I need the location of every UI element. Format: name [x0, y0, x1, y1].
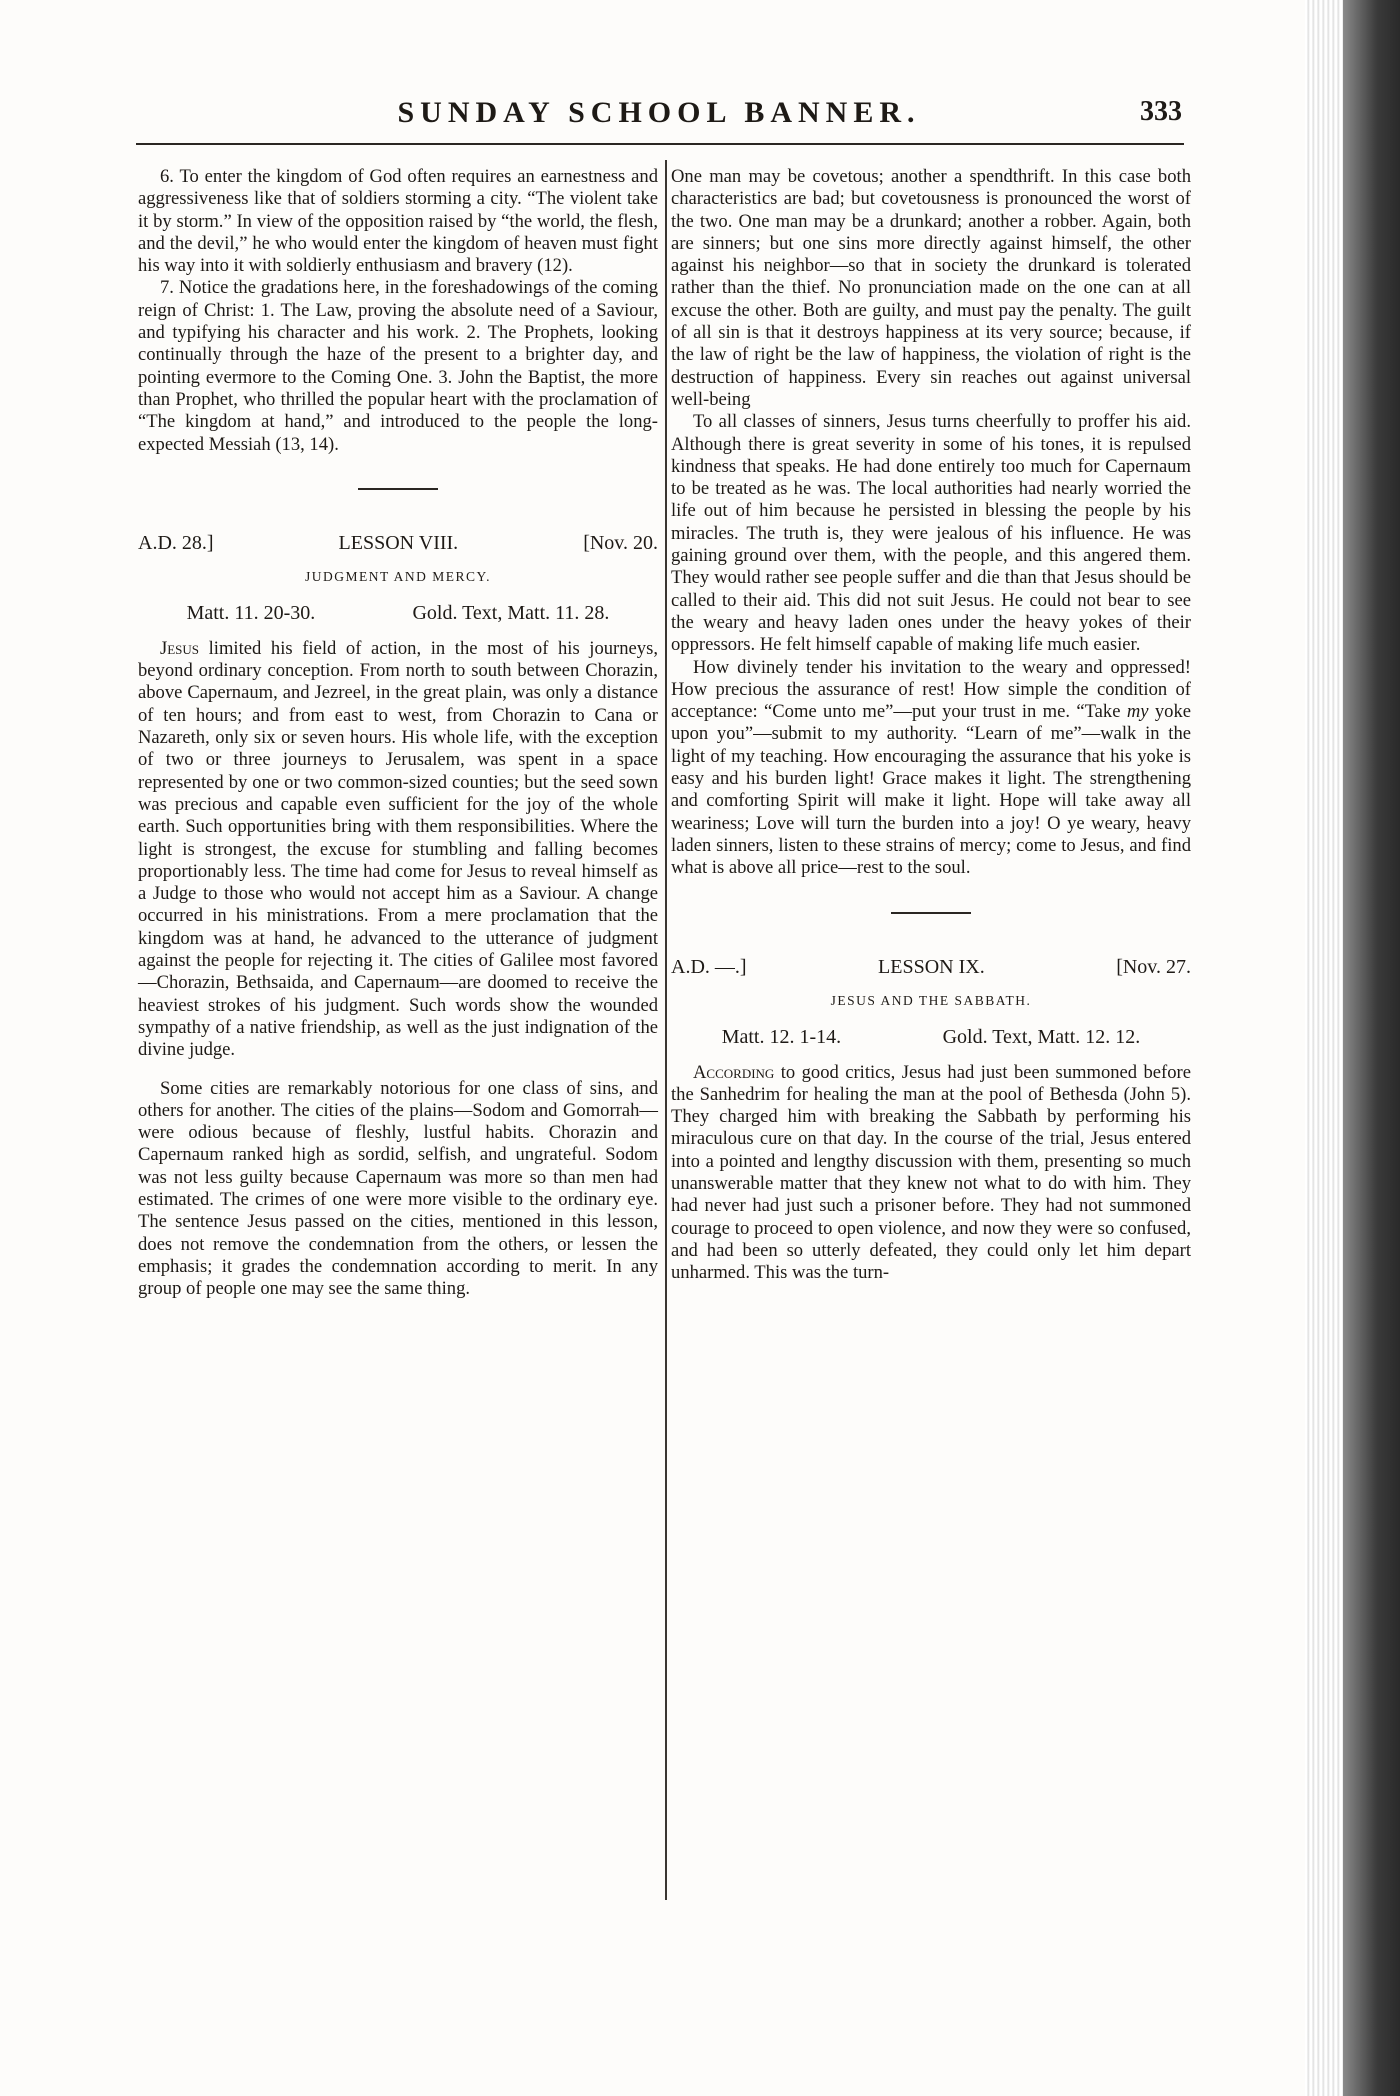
lesson-9-paragraph-1-body: to good critics, Jesus had just been summoned before the Sanhedrim for healing the man at the pool of Bethesda (John 5). They charged him with breaking the Sabbath by performing his miraculous cure on that day. In the course of the trial, Jesus entered into a pointed and lengthy discussion with them, presenting so much unanswerable matter that they knew not what to do with him. They had never had just such a prisoner before. They had not summoned courage to proceed to open violence, and now they were so confused, and had been so utterly defeated, they could only let him depart unharmed. This was the turn- [671, 1061, 1191, 1284]
lesson-8-paragraph-1-body: limited his field of action, in the most of his journeys, beyond ordinary conception. From north to south between Chorazin, above Capernaum, and Jezreel, in the great plain, was only a distance of ten hours; and from east to west, from Chorazin to Cana or Nazareth, only six or seven hours. His whole life, with the exception of two or three journeys to Jerusalem, was spent in a space represented by one or two common-sized counties; but the seed sown was precious and capable even sufficient for the joy of the whole earth. Such opportunities bring with them responsibilities. Where the light is strongest, the excuse for stumbling and falling becomes proportionably less. The time had come for Jesus to reveal himself as a Judge to those who would not accept him as a Saviour. A change occurred in his ministrations. From a mere proclamation that the kingdom was at hand, he advanced to the utterance of judgment against the people for rejecting it. The cities of Galilee most favored —Chorazin, Bethsaida, and Capernaum—are doomed to receive the heaviest strokes of his judgment. Such words show the wounded sympathy of a native friendship, as well as the just indignation of the divine judge. [138, 637, 658, 1061]
lesson-9-reference: Matt. 12. 1-14. [721, 1025, 842, 1048]
page-stack-edge [1305, 0, 1343, 2096]
lesson-9-paragraph-1 [671, 1062, 1191, 1285]
paragraph-7: 7. Notice the gradations here, in the foreshadowings of the coming reign of Christ: 1. The Law, proving the absolute need of a Saviour, and typifying his character and his work. 2. The Prophets, looking continually through the haze of the present to a brighter day, and pointing evermore to the Coming One. 3. John the Baptist, the more than Prophet, who thrilled the popular heart with the proclamation of “The kingdom at hand,” and introduced to the people the long-expected Messiah (13, 14). [138, 277, 658, 455]
invitation-text-b: yoke upon you”—submit to my authority. “Learn of me”—walk in the light of my teaching. How encouraging the assurance that his yoke is easy and his burden light! Grace makes it light. The strengthening and comforting Spirit will make it light. Hope will take away all weariness; Love will turn the burden into a joy! O ye weary, heavy laden sinners, listen to these strains of mercy; come to Jesus, and find what is above all price—rest to the soul. [671, 701, 1191, 879]
right-paragraph-2: To all classes of sinners, Jesus turns cheerfully to proffer his aid. Although there is great severity in some of his tones, it is repulsed kindness that speaks. He had done entirely too much for Capernaum to be treated as he was. The local authorities had nearly worried the life out of him because he persisted in blessing the people by his miracles. The truth is, they were jealous of his influence. He was gaining ground over them, with the people, and this angered them. They would rather see people suffer and die than that Jesus should be called to their aid. This did not suit Jesus. He could not bear to see the weary and heavy laden ones under the heavy yokes of their oppressors. He felt himself capable of making life much easier. [671, 411, 1191, 656]
column-divider [665, 160, 667, 1900]
left-column [138, 166, 658, 1300]
running-title: SUNDAY SCHOOL BANNER. [397, 96, 921, 129]
page-number: 333 [1140, 96, 1182, 127]
lesson-9-lead-word: According [693, 1061, 775, 1083]
lesson-9-date: A.D. —.] [671, 955, 747, 978]
book-fore-edge [1305, 0, 1400, 2096]
section-rule-2 [891, 912, 971, 914]
lesson-9-day: [Nov. 27. [1116, 955, 1191, 978]
lesson-8-golden-text: Gold. Text, Matt. 11. 28. [412, 601, 610, 624]
lesson-8-day: [Nov. 20. [583, 531, 658, 554]
invitation-emphasis: my [1126, 701, 1149, 723]
lesson-9-subtitle: JESUS AND THE SABBATH. [830, 992, 1032, 1008]
lesson-8-reference: Matt. 11. 20-30. [186, 601, 316, 624]
right-paragraph-1: One man may be covetous; another a spendthrift. In this case both characteristics are bad; but covetousness is pronounced the worst of the two. One man may be a drunkard; another a robber. Again, both are sinners; but one sins more directly against himself, the other against his neighbor—so that in society the drunkard is tolerated rather than the thief. No pronunciation made on the one can at all excuse the other. Both are guilty, and must pay the penalty. The guilt of all sin is that it destroys happiness at its very source; because, if the law of right be the law of happiness, the violation of right is the destruction of happiness. Every sin reaches out against universal well-being [671, 166, 1191, 410]
lesson-8-reference-line [138, 600, 658, 626]
lesson-9-title: LESSON IX. [878, 955, 985, 978]
lesson-8-heading [138, 530, 658, 556]
lesson-8-paragraph-1 [138, 638, 658, 1062]
lesson-8-date: A.D. 28.] [138, 531, 214, 554]
lesson-8-lead-word: Jesus [160, 637, 200, 659]
lesson-9-heading [671, 954, 1191, 980]
lesson-9-reference-line [671, 1024, 1191, 1050]
right-column [671, 166, 1191, 1284]
binding-shadow [1343, 0, 1400, 2096]
paragraph-6: 6. To enter the kingdom of God often requires an earnestness and aggressiveness like that of soldiers storming a city. “The violent take it by storm.” In view of the opposition raised by “the world, the flesh, and the devil,” he who would enter the kingdom of heaven must fight his way into it with soldierly enthusiasm and bravery (12). [138, 166, 658, 277]
section-rule [358, 488, 438, 490]
right-paragraph-3 [671, 657, 1191, 880]
lesson-9-golden-text: Gold. Text, Matt. 12. 12. [942, 1025, 1141, 1048]
page-header [136, 96, 1182, 142]
lesson-8-title: LESSON VIII. [338, 531, 459, 554]
lesson-8-subtitle: JUDGMENT AND MERCY. [305, 568, 491, 584]
invitation-text-a: How divinely tender his invitation to the weary and oppressed! How precious the assurance of rest! How simple the condition of acceptance: “Come unto me”—put your trust in me. “Take [671, 656, 1191, 723]
lesson-8-paragraph-2: Some cities are remarkably notorious for one class of sins, and others for another. The cities of the plains—Sodom and Gomorrah—were odious because of fleshly, lustful habits. Chorazin and Capernaum ranked high as sordid, selfish, and ungrateful. Sodom was not less guilty because Capernaum was more so than men had estimated. The crimes of one were more visible to the ordinary eye. The sentence Jesus passed on the cities, mentioned in this lesson, does not remove the condemnation from the others, or lessen the emphasis; it grades the condemnation according to merit. In any group of people one may see the same thing. [138, 1077, 658, 1300]
header-rule [136, 143, 1184, 145]
